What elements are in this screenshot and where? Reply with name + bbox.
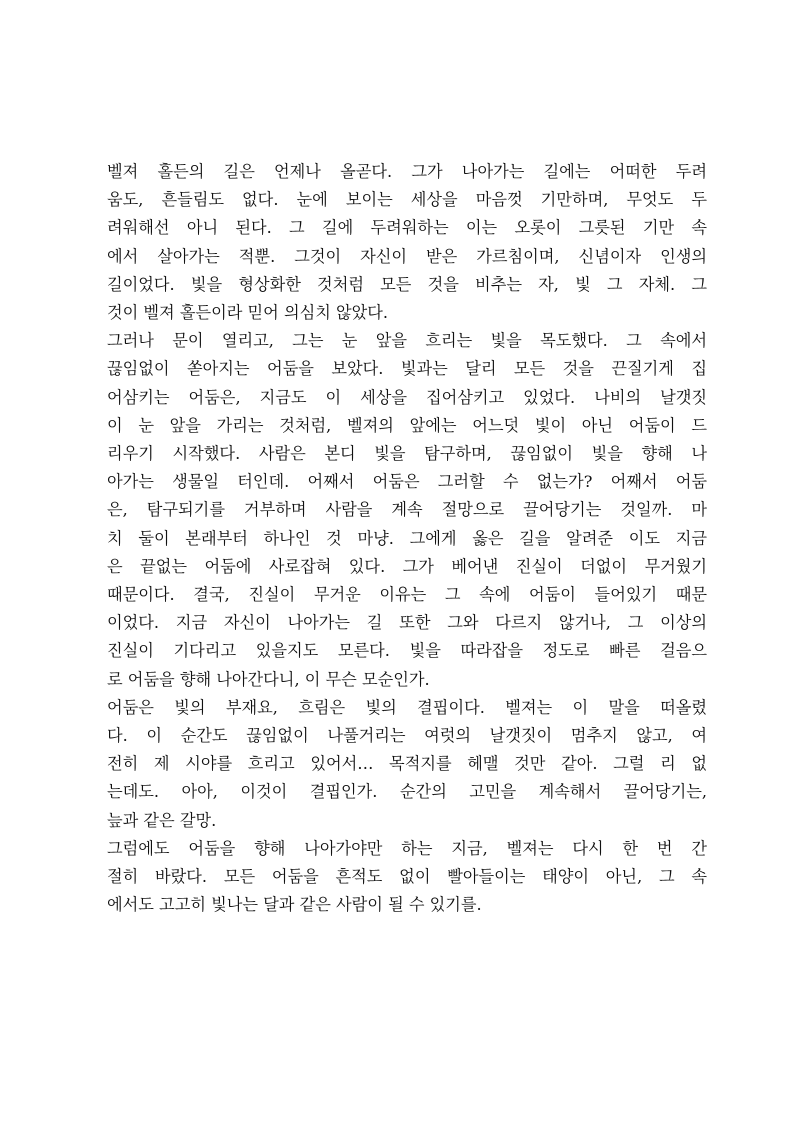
text-line: 다. 이 순간도 끊임없이 나풀거리는 여럿의 날갯짓이 멈추지 않고, 여: [107, 726, 707, 746]
text-line: 로 어둠을 향해 나아간다니, 이 무슨 모순인가.: [107, 669, 430, 689]
text-line: 이었다. 지금 자신이 나아가는 길 또한 그와 다르지 않거나, 그 이상의: [107, 613, 707, 633]
paragraph-3: [107, 694, 707, 835]
paragraph-2: [107, 327, 707, 694]
text-line: 전히 제 시야를 흐리고 있어서… 목적지를 헤맬 것만 같아. 그럴 리 없: [107, 754, 707, 774]
text-line: 이 눈 앞을 가리는 것처럼, 벨져의 앞에는 어느덧 빛이 아닌 어둠이 드: [107, 415, 707, 435]
text-line: 치 둘이 본래부터 하나인 것 마냥. 그에게 옳은 길을 알려준 이도 지금: [107, 528, 707, 548]
text-line: 리우기 시작했다. 사람은 본디 빛을 탐구하며, 끊임없이 빛을 향해 나: [107, 444, 707, 464]
text-line: 절히 바랐다. 모든 어둠을 흔적도 없이 빨아들이는 태양이 아닌, 그 속: [107, 867, 707, 887]
text-line: 은, 탐구되기를 거부하며 사람을 계속 절망으로 끌어당기는 것일까. 마: [107, 500, 707, 520]
text-line: 에서 살아가는 적뿐. 그것이 자신이 받은 가르침이며, 신념이자 인생의: [107, 246, 707, 266]
text-line: 움도, 흔들림도 없다. 눈에 보이는 세상을 마음껏 기만하며, 무엇도 두: [107, 190, 707, 210]
text-line: 는데도. 아아, 이것이 결핍인가. 순간의 고민을 계속해서 끌어당기는,: [107, 782, 707, 802]
text-line: 그러나 문이 열리고, 그는 눈 앞을 흐리는 빛을 목도했다. 그 속에서: [107, 331, 707, 351]
text-line: 벨져 홀든의 길은 언제나 올곧다. 그가 나아가는 길에는 어떠한 두려: [107, 162, 707, 181]
text-line: 어둠은 빛의 부재요, 흐림은 빛의 결핍이다. 벨져는 이 말을 떠올렸: [107, 697, 707, 717]
text-line: 어삼키는 어둠은, 지금도 이 세상을 집어삼키고 있었다. 나비의 날갯짓: [107, 387, 707, 407]
text-line: 끊임없이 쏟아지는 어둠을 보았다. 빛과는 달리 모든 것을 끈질기게 집: [107, 359, 707, 379]
text-line: 그럼에도 어둠을 향해 나아가야만 하는 지금, 벨져는 다시 한 번 간: [107, 838, 707, 858]
text-line: 에서도 고고히 빛나는 달과 같은 사람이 될 수 있기를.: [107, 895, 482, 915]
text-line: 길이었다. 빛을 형상화한 것처럼 모든 것을 비추는 자, 빛 그 자체. 그: [107, 274, 707, 294]
text-line: 것이 벨져 홀든이라 믿어 의심치 않았다.: [107, 303, 389, 323]
text-line: 때문이다. 결국, 진실이 무거운 이유는 그 속에 어둠이 들어있기 때문: [107, 585, 707, 605]
text-line: 아가는 생물일 터인데. 어째서 어둠은 그러할 수 없는가? 어째서 어둠: [107, 472, 707, 492]
text-line: 늪과 같은 갈망.: [107, 810, 217, 830]
text-line: 려워해선 아니 된다. 그 길에 두려워하는 이는 오롯이 그릇된 기만 속: [107, 218, 707, 238]
text-line: 은 끝없는 어둠에 사로잡혀 있다. 그가 베어낸 진실이 더없이 무거웠기: [107, 556, 707, 576]
paragraph-1: [107, 158, 707, 327]
paragraph-4: [107, 835, 707, 920]
body-text: [107, 158, 707, 919]
text-line: 진실이 기다리고 있을지도 모른다. 빛을 따라잡을 정도로 빠른 걸음으: [107, 641, 707, 661]
